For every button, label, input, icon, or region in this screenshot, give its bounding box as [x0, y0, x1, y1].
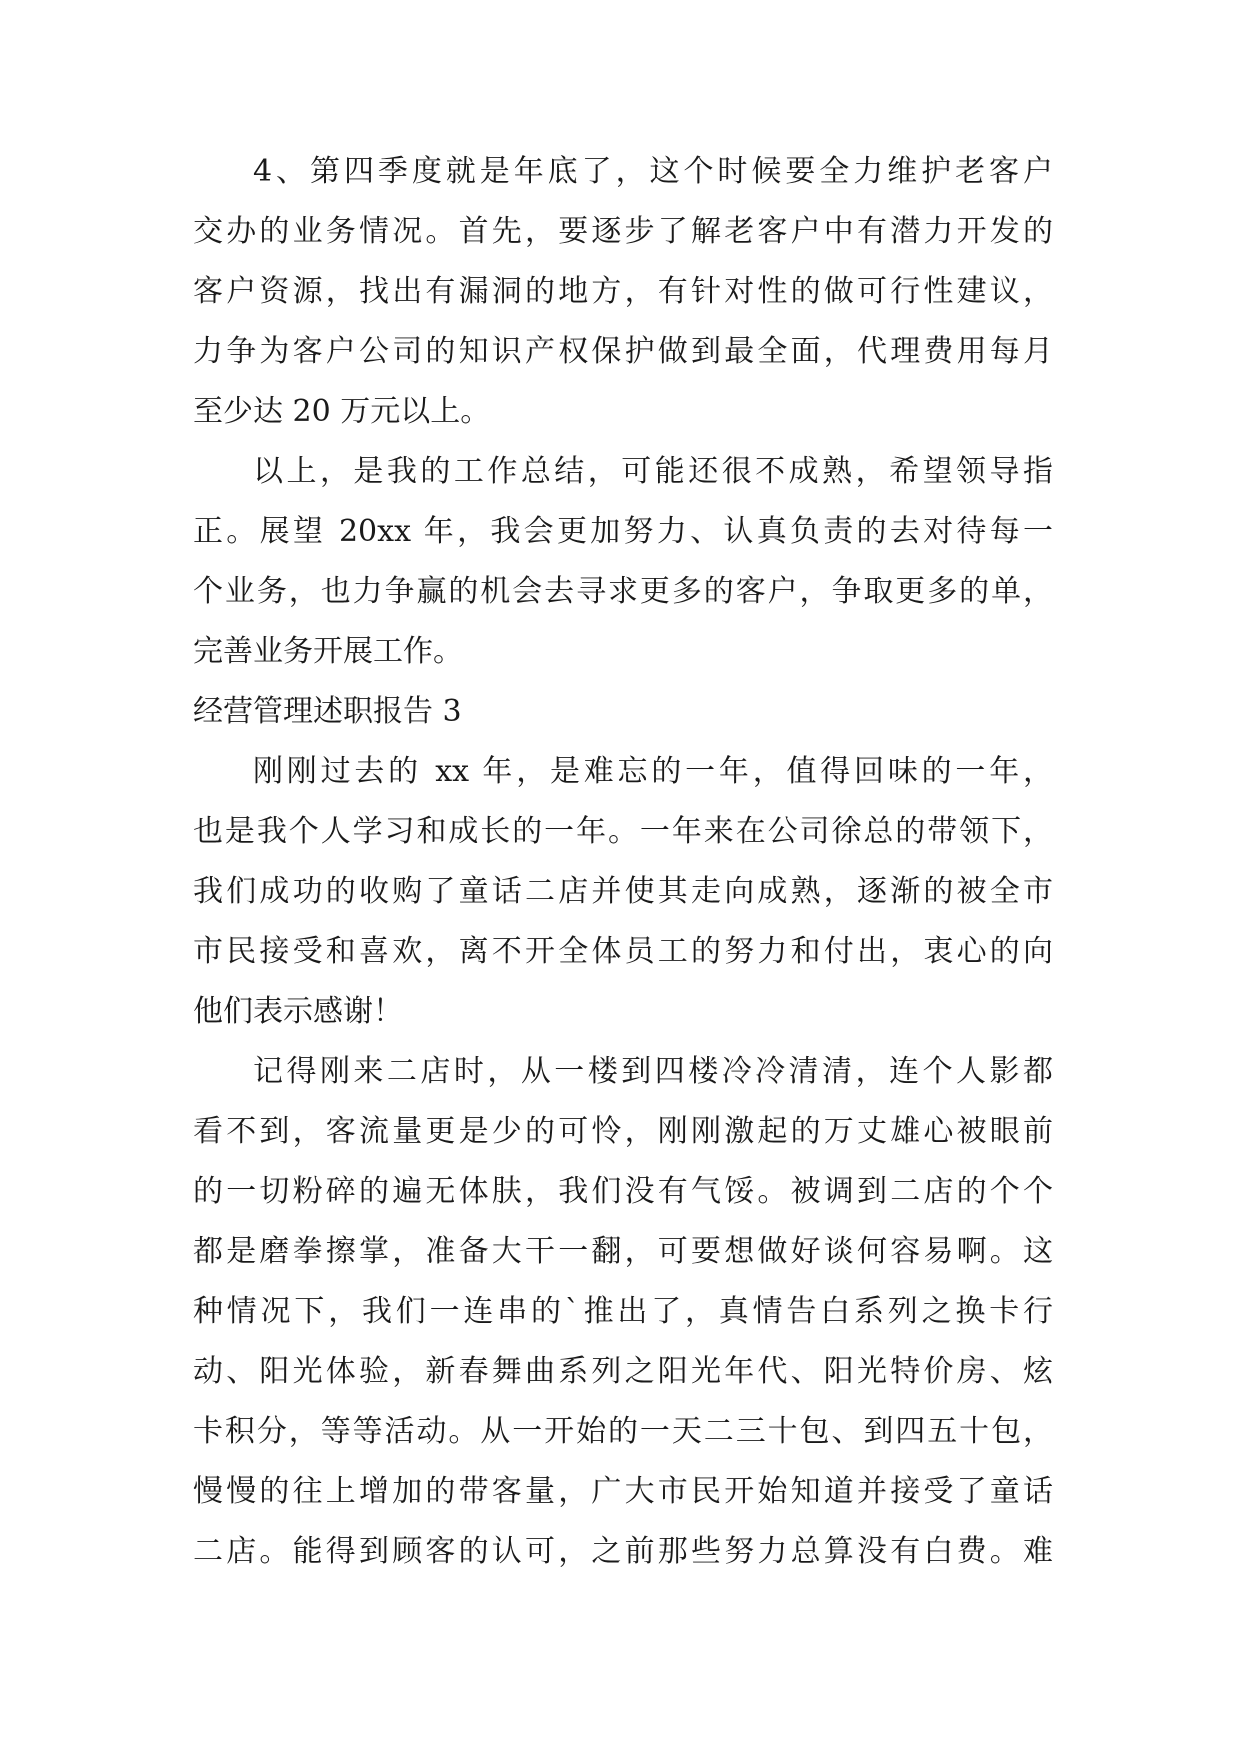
paragraph-line: 刚刚过去的 xx 年，是难忘的一年，值得回味的一年，	[253, 754, 1053, 789]
paragraph-line: 的一切粉碎的遍无体肤，我们没有气馁。被调到二店的个个	[193, 1174, 1053, 1209]
paragraph-line: 也是我个人学习和成长的一年。一年来在公司徐总的带领下，	[193, 814, 1053, 849]
paragraph-line: 他们表示感谢！	[193, 994, 403, 1029]
paragraph-line: 以上，是我的工作总结，可能还很不成熟，希望领导指	[253, 454, 1053, 489]
paragraph-line: 市民接受和喜欢，离不开全体员工的努力和付出，衷心的向	[193, 934, 1053, 969]
paragraph-line: 动、阳光体验，新春舞曲系列之阳光年代、阳光特价房、炫	[193, 1354, 1053, 1389]
paragraph-line: 都是磨拳擦掌，准备大干一翻，可要想做好谈何容易啊。这	[193, 1234, 1053, 1269]
paragraph-line: 4、第四季度就是年底了，这个时候要全力维护老客户	[253, 154, 1053, 189]
paragraph-line: 个业务，也力争赢的机会去寻求更多的客户，争取更多的单，	[193, 574, 1053, 609]
paragraph-line: 客户资源，找出有漏洞的地方，有针对性的做可行性建议，	[193, 274, 1053, 309]
paragraph-line: 力争为客户公司的知识产权保护做到最全面，代理费用每月	[193, 334, 1053, 369]
paragraph-line: 卡积分，等等活动。从一开始的一天二三十包、到四五十包，	[193, 1414, 1053, 1449]
paragraph-line: 交办的业务情况。首先，要逐步了解老客户中有潜力开发的	[193, 214, 1053, 249]
paragraph-line: 二店。能得到顾客的认可，之前那些努力总算没有白费。难	[193, 1534, 1053, 1569]
paragraph-line: 看不到，客流量更是少的可怜，刚刚激起的万丈雄心被眼前	[193, 1114, 1053, 1149]
paragraph-line: 至少达 20 万元以上。	[193, 394, 491, 429]
paragraph-line: 记得刚来二店时，从一楼到四楼冷冷清清，连个人影都	[253, 1054, 1053, 1089]
paragraph-line: 完善业务开展工作。	[193, 634, 463, 669]
section-heading: 经营管理述职报告 3	[193, 694, 462, 729]
paragraph-line: 正。展望 20xx 年，我会更加努力、认真负责的去对待每一	[193, 514, 1053, 549]
paragraph-line: 慢慢的往上增加的带客量，广大市民开始知道并接受了童话	[193, 1474, 1053, 1509]
paragraph-line: 我们成功的收购了童话二店并使其走向成熟，逐渐的被全市	[193, 874, 1053, 909]
paragraph-line: 种情况下，我们一连串的`推出了，真情告白系列之换卡行	[193, 1294, 1053, 1329]
